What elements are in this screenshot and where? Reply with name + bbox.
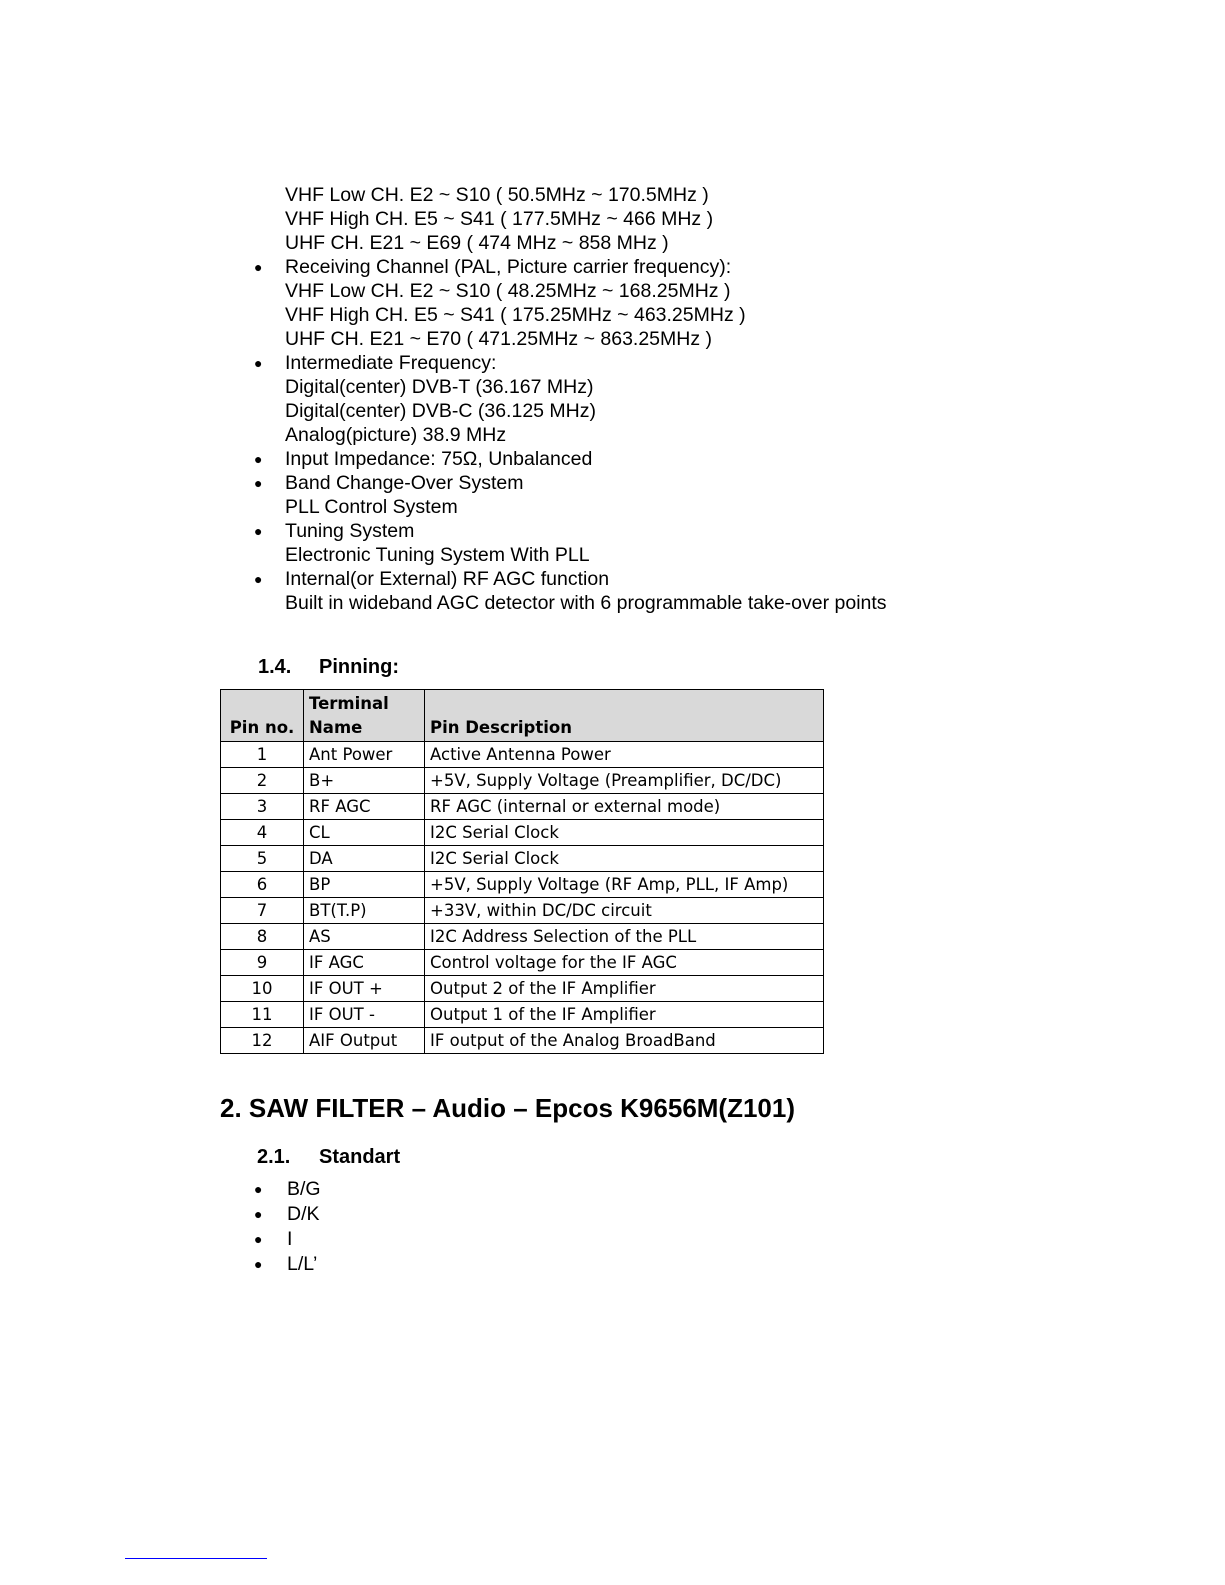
pin-description-cell: +33V, within DC/DC circuit bbox=[425, 898, 824, 924]
terminal-name-cell: B+ bbox=[304, 768, 425, 794]
table-row bbox=[221, 1002, 824, 1028]
bullet-icon: ● bbox=[254, 523, 263, 539]
table-row bbox=[221, 820, 824, 846]
bullet-item bbox=[250, 471, 1010, 519]
terminal-name-cell: CL bbox=[304, 820, 425, 846]
terminal-name-cell: AS bbox=[304, 924, 425, 950]
header-terminal-name bbox=[304, 690, 425, 742]
table-row bbox=[221, 1028, 824, 1054]
bullet-line: Electronic Tuning System With PLL bbox=[285, 544, 590, 566]
bullet-icon: ● bbox=[254, 355, 263, 371]
pin-number-cell: 1 bbox=[221, 742, 304, 768]
bullet-item bbox=[250, 519, 1010, 567]
table-row bbox=[221, 768, 824, 794]
terminal-name-cell: AIF Output bbox=[304, 1028, 425, 1054]
section-title: Pinning: bbox=[319, 656, 399, 678]
pin-number-cell: 5 bbox=[221, 846, 304, 872]
bullet-line: Built in wideband AGC detector with 6 programmable take-over points bbox=[285, 592, 887, 614]
table-row bbox=[221, 846, 824, 872]
bullet-line: PLL Control System bbox=[285, 496, 458, 518]
section-number: 1.4. bbox=[258, 656, 292, 678]
terminal-name-cell: Ant Power bbox=[304, 742, 425, 768]
pin-description-cell: Output 2 of the IF Amplifier bbox=[425, 976, 824, 1002]
bullet-icon: ● bbox=[254, 1256, 263, 1272]
pin-number-cell: 6 bbox=[221, 872, 304, 898]
bullet-icon: ● bbox=[254, 475, 263, 491]
terminal-name-cell: IF AGC bbox=[304, 950, 425, 976]
bullet-icon: ● bbox=[254, 1231, 263, 1247]
bullet-item bbox=[250, 351, 1010, 447]
bullet-title: Internal(or External) RF AGC function bbox=[285, 568, 610, 590]
pin-number-cell: 3 bbox=[221, 794, 304, 820]
terminal-name-cell: DA bbox=[304, 846, 425, 872]
footnote-divider bbox=[125, 1558, 267, 1559]
bullet-item bbox=[250, 255, 1010, 351]
bullet-icon: ● bbox=[254, 1181, 263, 1197]
pin-description-cell: Control voltage for the IF AGC bbox=[425, 950, 824, 976]
pin-number-cell: 8 bbox=[221, 924, 304, 950]
list-item bbox=[250, 1177, 321, 1202]
bullet-title: Tuning System bbox=[285, 520, 415, 542]
section-heading-pinning bbox=[258, 656, 399, 679]
table-row bbox=[221, 950, 824, 976]
pin-description-cell: +5V, Supply Voltage (RF Amp, PLL, IF Amp) bbox=[425, 872, 824, 898]
standard-label: L/L’ bbox=[287, 1253, 318, 1275]
bullet-line: VHF High CH. E5 ~ S41 ( 175.25MHz ~ 463.25MHz ) bbox=[285, 304, 746, 326]
table-row bbox=[221, 742, 824, 768]
bullet-line: Digital(center) DVB-C (36.125 MHz) bbox=[285, 400, 597, 422]
pin-number-cell: 12 bbox=[221, 1028, 304, 1054]
pin-number-cell: 10 bbox=[221, 976, 304, 1002]
header-terminal-line1: Terminal bbox=[309, 694, 389, 713]
section-title: Standart bbox=[319, 1146, 401, 1168]
bullet-title: Intermediate Frequency: bbox=[285, 352, 497, 374]
bullet-item bbox=[250, 447, 1010, 471]
bullet-title: Band Change-Over System bbox=[285, 472, 524, 494]
bullet-icon: ● bbox=[254, 1206, 263, 1222]
pin-description-cell: Active Antenna Power bbox=[425, 742, 824, 768]
pin-table bbox=[220, 689, 824, 1054]
table-row bbox=[221, 924, 824, 950]
pin-description-cell: +5V, Supply Voltage (Preamplifier, DC/DC) bbox=[425, 768, 824, 794]
header-pin-no: Pin no. bbox=[221, 690, 304, 742]
spec-block bbox=[250, 183, 1010, 615]
bullet-title: Input Impedance: 75Ω, Unbalanced bbox=[285, 448, 593, 470]
pin-description-cell: Output 1 of the IF Amplifier bbox=[425, 1002, 824, 1028]
pin-description-cell: I2C Serial Clock bbox=[425, 820, 824, 846]
terminal-name-cell: IF OUT + bbox=[304, 976, 425, 1002]
bullet-icon: ● bbox=[254, 571, 263, 587]
bullet-line: UHF CH. E21 ~ E70 ( 471.25MHz ~ 863.25MHz ) bbox=[285, 328, 713, 350]
table-row bbox=[221, 794, 824, 820]
terminal-name-cell: BP bbox=[304, 872, 425, 898]
list-item bbox=[250, 1227, 321, 1252]
bullet-item bbox=[250, 567, 1010, 615]
section-number: 2.1. bbox=[257, 1146, 291, 1168]
pin-description-cell: RF AGC (internal or external mode) bbox=[425, 794, 824, 820]
terminal-name-cell: RF AGC bbox=[304, 794, 425, 820]
list-item bbox=[250, 1252, 321, 1277]
terminal-name-cell: IF OUT - bbox=[304, 1002, 425, 1028]
spec-line: VHF High CH. E5 ~ S41 ( 177.5MHz ~ 466 MHz ) bbox=[285, 208, 714, 230]
table-header-row bbox=[221, 690, 824, 742]
bullet-line: Digital(center) DVB-T (36.167 MHz) bbox=[285, 376, 594, 398]
pin-number-cell: 2 bbox=[221, 768, 304, 794]
pin-description-cell: IF output of the Analog BroadBand bbox=[425, 1028, 824, 1054]
pin-number-cell: 9 bbox=[221, 950, 304, 976]
bullet-title: Receiving Channel (PAL, Picture carrier frequency): bbox=[285, 256, 732, 278]
list-item bbox=[250, 1202, 321, 1227]
bullet-line: VHF Low CH. E2 ~ S10 ( 48.25MHz ~ 168.25MHz ) bbox=[285, 280, 731, 302]
header-pin-description: Pin Description bbox=[425, 690, 824, 742]
bullet-line: Analog(picture) 38.9 MHz bbox=[285, 424, 507, 446]
pin-number-cell: 4 bbox=[221, 820, 304, 846]
section-heading-standart bbox=[257, 1146, 400, 1169]
bullet-icon: ● bbox=[254, 451, 263, 467]
standards-list bbox=[250, 1177, 321, 1277]
standard-label: B/G bbox=[287, 1178, 321, 1200]
main-heading-saw-filter: 2. SAW FILTER – Audio – Epcos K9656M(Z101) bbox=[220, 1093, 796, 1123]
standard-label: I bbox=[287, 1228, 293, 1250]
table-row bbox=[221, 976, 824, 1002]
bullet-icon: ● bbox=[254, 259, 263, 275]
pin-number-cell: 11 bbox=[221, 1002, 304, 1028]
standard-label: D/K bbox=[287, 1203, 320, 1225]
terminal-name-cell: BT(T.P) bbox=[304, 898, 425, 924]
pin-number-cell: 7 bbox=[221, 898, 304, 924]
table-row bbox=[221, 872, 824, 898]
spec-line: VHF Low CH. E2 ~ S10 ( 50.5MHz ~ 170.5MHz ) bbox=[285, 184, 709, 206]
table-row bbox=[221, 898, 824, 924]
pin-description-cell: I2C Serial Clock bbox=[425, 846, 824, 872]
pin-description-cell: I2C Address Selection of the PLL bbox=[425, 924, 824, 950]
spec-line: UHF CH. E21 ~ E69 ( 474 MHz ~ 858 MHz ) bbox=[285, 232, 669, 254]
header-terminal-line2: Name bbox=[309, 718, 363, 737]
